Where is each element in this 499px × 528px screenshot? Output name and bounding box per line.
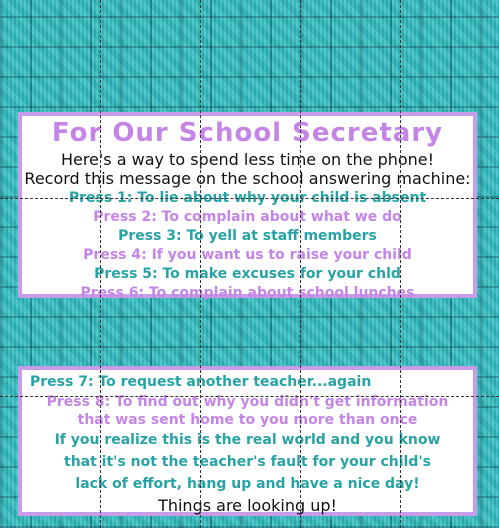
cut-guide-vertical (100, 0, 101, 528)
page-title: For Our School Secretary (51, 118, 444, 148)
cut-guide-horizontal (0, 198, 499, 199)
closing-line-3: lack of effort, hang up and have a nice day! (75, 476, 420, 492)
intro-line-2: Record this message on the school answering machine: (24, 169, 471, 188)
cut-guide-vertical (200, 0, 201, 528)
closing-line-2: that it's not the teacher's fault for your child's (64, 454, 431, 470)
menu-option-continuation: that was sent home to you more than once (77, 412, 418, 428)
menu-option: Press 2: To complain about what we do (93, 209, 402, 225)
menu-option: Press 7: To request another teacher...again (30, 374, 372, 390)
menu-option: Press 5: To make excuses for your chld (94, 266, 401, 282)
intro-line-1: Here's a way to spend less time on the phone! (60, 150, 435, 169)
message-card-top (18, 112, 477, 301)
cut-guide-vertical (400, 0, 401, 528)
message-card-bottom (18, 366, 477, 516)
menu-option: Press 3: To yell at staff members (118, 228, 377, 244)
cut-guide-vertical (300, 0, 301, 528)
closing-line-1: If you realize this is the real world and you know (54, 432, 441, 448)
menu-option: Press 6: To complain about school lunches (80, 285, 415, 301)
sign-off: Things are looking up! (158, 496, 337, 515)
cut-guide-horizontal (0, 396, 499, 397)
menu-option: Press 4: If you want us to raise your child (83, 247, 412, 263)
menu-option: Press 8: To find out why you didn't get information (46, 394, 449, 410)
menu-option: Press 1: To lie about why your child is absent (68, 190, 427, 206)
